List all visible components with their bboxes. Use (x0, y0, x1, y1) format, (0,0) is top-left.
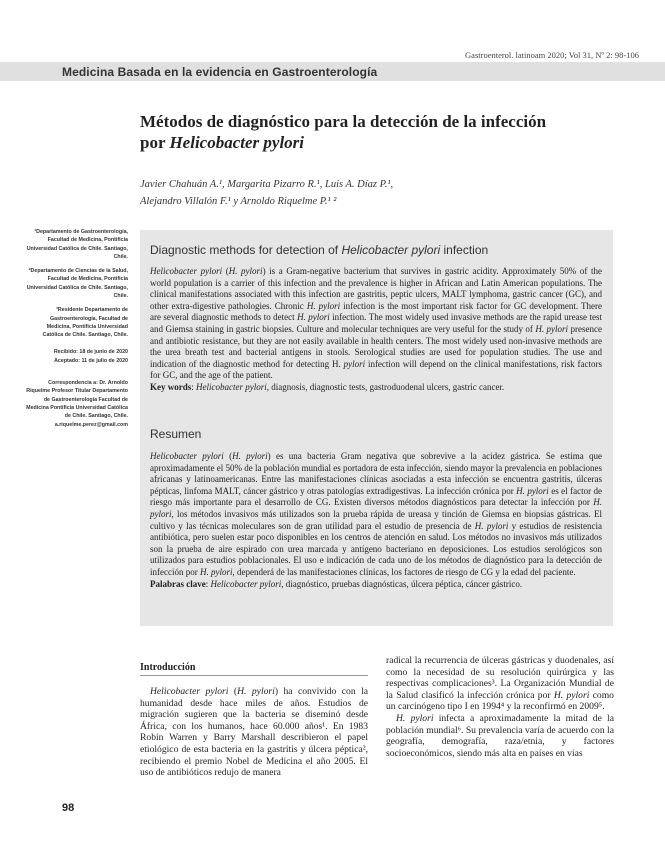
title-line1: Métodos de diagnóstico para la detección de la infección (140, 112, 547, 131)
intro-heading-rule (140, 675, 368, 676)
section-label: Medicina Basada en la evidencia en Gastroenterología (62, 65, 378, 79)
keywords-label-es: Palabras clave (150, 578, 206, 589)
authors-line2: Alejandro Villalón F.¹ y Arnoldo Riquelme P.¹ ² (140, 196, 337, 207)
abstract-en-body: Helicobacter pylori (H. pylori) is a Gram-negative bacterium that survives in gastric acidity. Approximately 50% of the world population is a carrier of this infection and the prevalence is higher in African and Latin American populations. The clinical manifestations associated with this infection are gastritis, peptic ulcers, MALT lymphoma, gastric cancer (GC), and other extra-digestive pathologies. Chronic H. pylori infection is the most important risk factor for GC development. There are several diagnostic methods to detect H. pylori infection. The most widely used invasive methods are the rapid urease test and Giemsa staining in gastric biopsies. Culture and molecular techniques are very useful for the study of H. pylori presence and antibiotic resistance, but they are not easily available in health centers. The most widely used non-invasive methods are the urea breath test and bacterial antigens in stools. Serological studies are used for population studies. The use and indication of the diagnostic method for detecting H. pylori infection will depend on the clinical manifestations, risk factors for GC, and the age of the patient. Key words: Helicobacter pylori, diagnosis, diagnostic tests, gastroduodenal ulcers, gastric cancer. (150, 266, 603, 392)
body-column-2 (386, 655, 614, 759)
abstract-es-body: Helicobacter pylori (H. pylori) es una bacteria Gram negativa que sobrevive a la acidez gástrica. Se estima que aproximadamente el 50% de la población mundial es portadora de esta infección, siendo mayor la prevalencia en poblaciones africanas y latinoamericanas. Entre las manifestaciones clínicas asociadas a esta infección se encuentra gastritis, úlceras pépticas, linfoma MALT, cáncer gástrico y otras patologías extradigestivas. La infección crónica por H. pylori es el factor de riesgo más importante para el desarrollo de CG. Existen diversos métodos diagnósticos para detectar la infección por H. pylori, los métodos invasivos más utilizados son la prueba rápida de ureasa y tinción de Giemsa en biopsias gástricas. El cultivo y las técnicas moleculares son de gran utilidad para el estudio de presencia de H. pylori y estudios de resistencia antibiótica, pero suelen estar poco disponibles en los centros de atención en salud. Los métodos no invasivos más utilizados son la prueba de aire espirado con urea marcada y antígeno bacteriano en deposiciones. Los estudios serológicos son utilizados para estudios poblacionales. El uso e indicación de cada uno de los métodos de diagnóstico para la detección de infección por H. pylori, dependerá de las manifestaciones clínicas, los factores de riesgo de CG y la edad del paciente. Palabras clave: Helicobacter pylori, diagnóstico, pruebas diagnósticas, úlcera péptica, cáncer gástrico. (150, 451, 603, 589)
abstract-es-heading: Resumen (150, 427, 202, 441)
intro-heading: Introducción (140, 662, 196, 673)
title-line2-italic: Helicobacter pylori (169, 133, 305, 152)
authors-line1: Javier Chahuán A.¹, Margarita Pizarro R.¹, Luis A. Díaz P.¹, (140, 179, 394, 190)
journal-reference: Gastroenterol. latinoam 2020; Vol 31, Nº 2: 98-106 (465, 50, 639, 60)
affiliation-1: ¹Departamento de Gastroenterología, Facultad de Medicina, Pontificia Universidad Católica de Chile. Santiago, Chile. (26, 229, 128, 260)
author-list (140, 176, 610, 210)
column2-paragraph-1: radical la recurrencia de úlceras gástricas y duodenales, así como la necesidad de su resolución quirúrgica y las respectivas complicaciones³. La Organización Mundial de la Salud clasificó la infección crónica por H. pylori como un carcinógeno tipo I en 1994⁴ y la reconfirmó en 2009⁵. (386, 655, 614, 713)
page-number: 98 (62, 802, 75, 814)
sidebar-affiliations (26, 228, 128, 435)
abstract-en-heading: Diagnostic methods for detection of Helicobacter pylori infection (150, 243, 489, 257)
affiliation-2: ²Departamento de Ciencias de la Salud, Facultad de Medicina, Pontificia Universidad Católica de Chile. Santiago, Chile. (26, 268, 128, 300)
correspondence: Correspondencia a: Dr. Arnoldo Riquelme Profesor Titular Departamento de Gastroenterología Facultad de Medicina Pontificia Universidad Católica de Chile. Santiago, Chile. a.riquelme.perez@gmail.com (26, 380, 128, 428)
body-column-1: Helicobacter pylori (H. pylori) ha convivido con la humanidad desde hace miles de años. Estudios de migración sugieren que la bacteria se diseminó desde África, con los humanos, hace 60.000 años¹. En 1983 Robin Warren y Barry Marshall describieron el papel etiológico de esta bacteria en la gastritis y úlcera péptica², recibiendo el premio Nobel de Medicina el año 2005. El uso de antibióticos redujo de manera (140, 686, 368, 779)
accepted-date: Aceptado: 11 de julio de 2020 (54, 357, 128, 364)
column2-paragraph-2: H. pylori infecta a aproximadamente la mitad de la población mundial⁶. Su prevalencia varía de acuerdo con la geografía, demografía, raza/etnia, y factores socioeconómicos, siendo más alta en países en vías (386, 712, 614, 759)
received-date: Recibido: 18 de junio de 2020 (53, 348, 128, 355)
article-title (140, 111, 610, 153)
title-line2-prefix: por (140, 133, 170, 152)
affiliation-3: ³Residente Departamento de Gastroenterología, Facultad de Medicina, Pontificia Universidad Católica de Chile. Santiago, Chile. (42, 307, 128, 339)
keywords-label-en: Key words (150, 381, 192, 392)
